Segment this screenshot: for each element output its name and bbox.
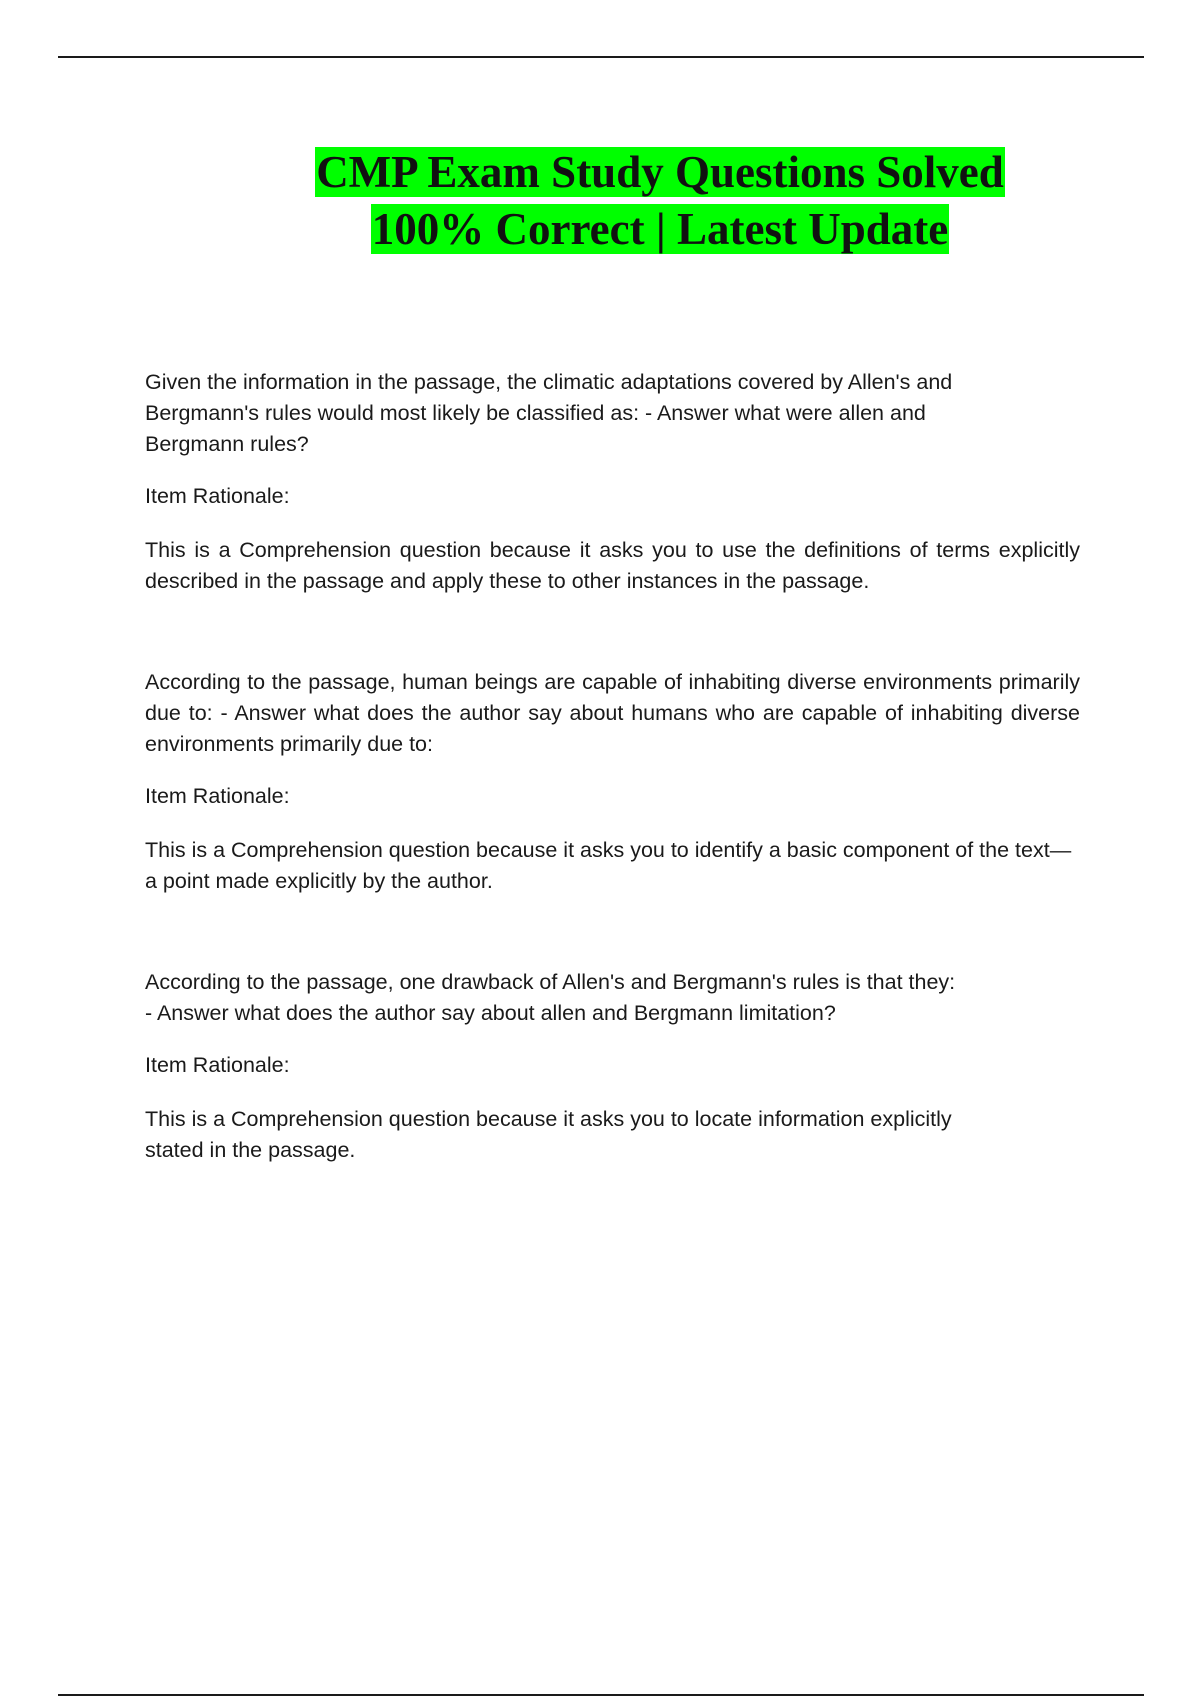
rationale-label: Item Rationale: xyxy=(145,1053,290,1077)
question-line-2: - Answer what does the author say about allen and Bergmann limitation? xyxy=(145,1001,836,1025)
document-title xyxy=(170,144,1150,258)
title-line-1: CMP Exam Study Questions Solved xyxy=(316,147,1004,197)
question-text: Given the information in the passage, the climatic adaptations covered by Allen's and Bergmann's rules would most likely be classified as: - Answer what were allen and Bergmann rules? xyxy=(145,370,953,456)
rationale-text: This is a Comprehension question because it asks you to use the definitions of terms explicitly described in the passage and apply these to other instances in the passage. xyxy=(145,538,1080,593)
section-spacer xyxy=(145,597,1080,667)
rationale-text: This is a Comprehension question because it asks you to identify a basic component of the text—a point made explicitly by the author. xyxy=(145,838,1072,893)
rationale-label: Item Rationale: xyxy=(145,484,290,508)
document-body xyxy=(145,367,1080,1166)
rationale-label: Item Rationale: xyxy=(145,784,290,808)
question-item-2 xyxy=(145,667,1080,897)
question-text: According to the passage, human beings are capable of inhabiting diverse environments primarily due to: - Answer what does the author say about humans who are capable of inhabiting diverse environments primarily due to: xyxy=(145,670,1080,756)
title-line-2: 100% Correct | Latest Update xyxy=(371,204,949,254)
header-rule xyxy=(58,56,1144,58)
question-text xyxy=(145,967,1080,1029)
question-line-1: According to the passage, one drawback of Allen's and Bergmann's rules is that they: xyxy=(145,970,956,994)
question-item-1 xyxy=(145,367,1080,597)
question-item-3 xyxy=(145,967,1080,1166)
rationale-text: This is a Comprehension question because it asks you to locate information explicitly stated in the passage. xyxy=(145,1107,952,1162)
footer-rule xyxy=(58,1694,1144,1696)
section-spacer xyxy=(145,897,1080,967)
